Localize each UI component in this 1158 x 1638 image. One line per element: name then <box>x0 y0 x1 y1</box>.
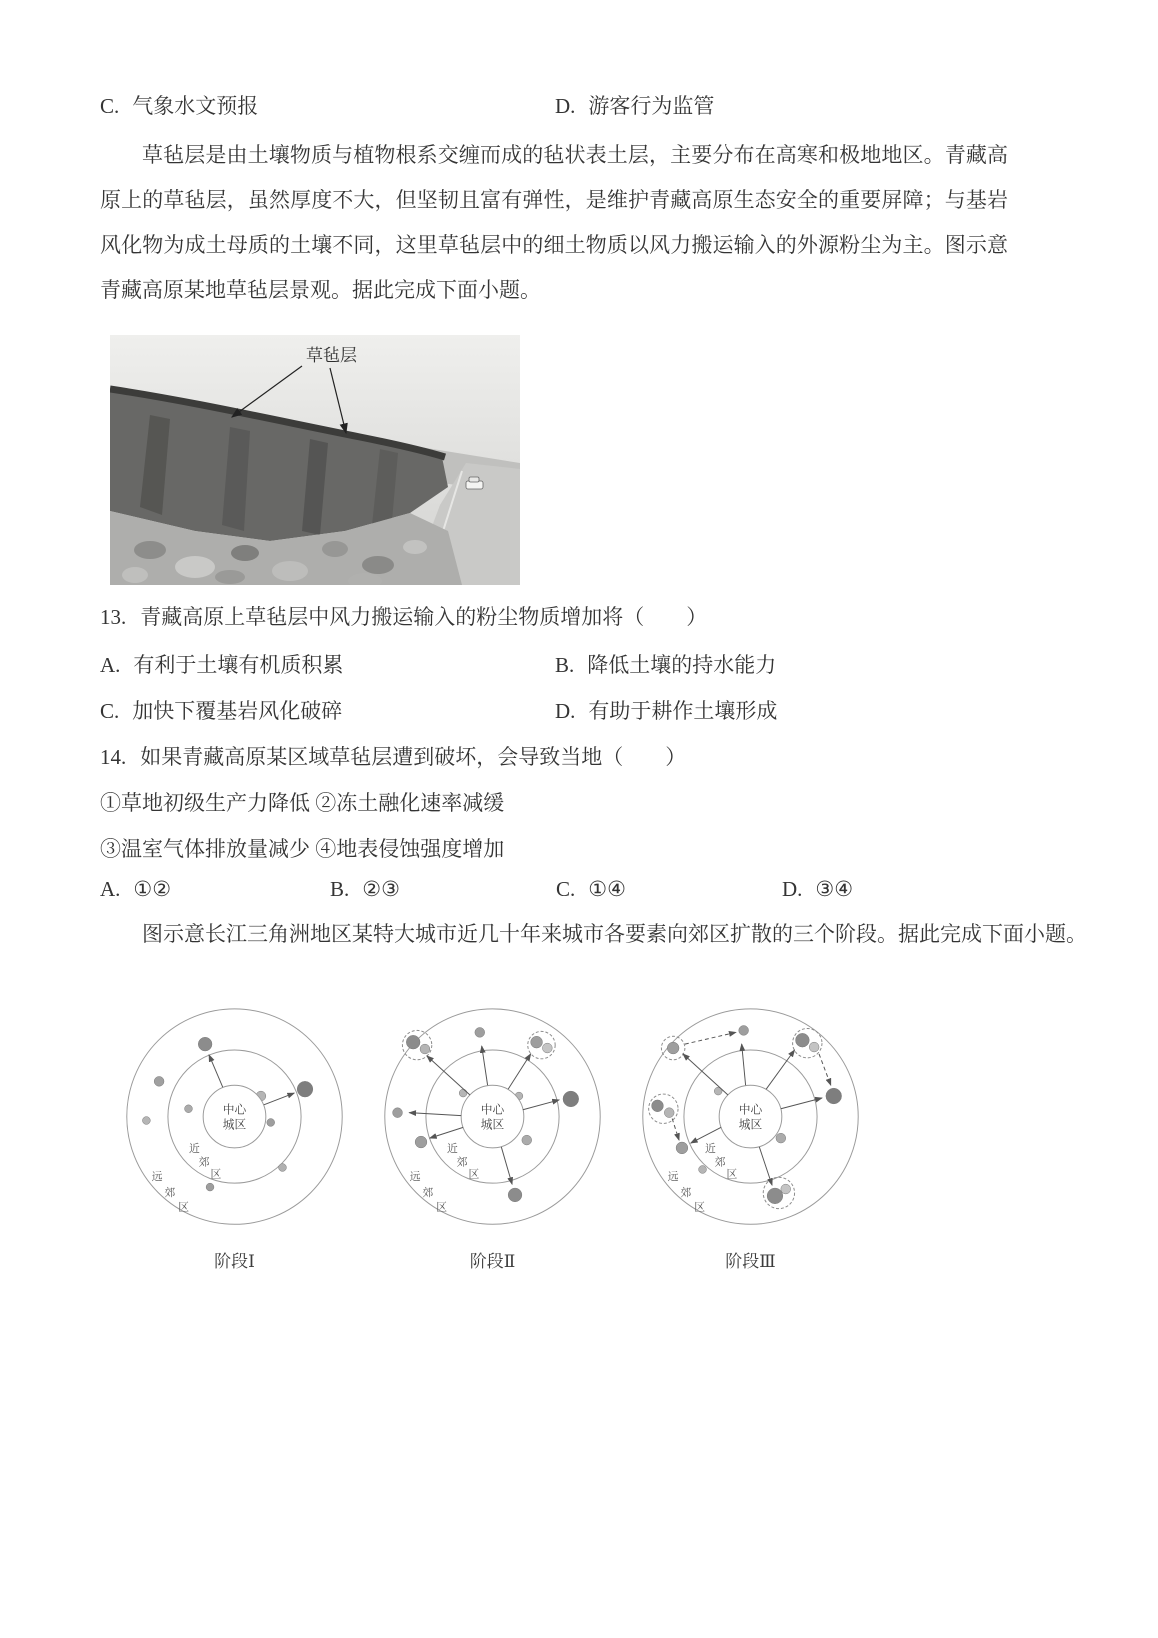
stage-1-figure <box>112 1003 357 1243</box>
q14-option-c: C. ①④ <box>556 877 626 901</box>
svg-text:区: 区 <box>468 1168 480 1181</box>
svg-text:中心: 中心 <box>480 1103 505 1117</box>
stage-3-figure <box>628 1003 873 1243</box>
svg-text:区: 区 <box>178 1201 189 1214</box>
prev-option-c-label: C. <box>100 94 120 118</box>
svg-text:郊: 郊 <box>422 1186 434 1199</box>
svg-text:中心: 中心 <box>222 1103 247 1117</box>
svg-text:近: 近 <box>446 1142 458 1155</box>
turf-photo <box>110 335 520 585</box>
svg-text:近: 近 <box>704 1142 716 1155</box>
turf-photo-svg <box>110 335 520 585</box>
stage-1-label: 阶段Ⅰ <box>214 1252 255 1271</box>
q13-option-c: C. 加快下覆基岩风化破碎 <box>100 699 343 723</box>
svg-text:郊: 郊 <box>164 1186 176 1199</box>
q14-items-line2: ③温室气体排放量减少 ④地表侵蚀强度增加 <box>100 837 505 861</box>
svg-text:郊: 郊 <box>680 1186 692 1199</box>
q14-option-d: D. ③④ <box>782 877 854 901</box>
q13-option-a: A. 有利于土壤有机质积累 <box>100 653 344 677</box>
q14-option-a: A. ①② <box>100 877 172 901</box>
prev-option-d-text: 游客行为监管 <box>588 94 715 118</box>
q14-stem-row <box>100 741 686 771</box>
svg-text:郊: 郊 <box>456 1156 468 1169</box>
passage-city: 图示意长江三角洲地区某特大城市近几十年来城市各要素向郊区扩散的三个阶段。据此完成下面小题。 <box>142 922 1087 946</box>
q14-items-line1: ①草地初级生产力降低 ②冻土融化速率减缓 <box>100 791 505 815</box>
svg-text:远: 远 <box>409 1171 421 1184</box>
q13-stem-row <box>100 601 707 631</box>
prev-option-d-label: D. <box>555 94 576 118</box>
svg-text:区: 区 <box>210 1168 222 1181</box>
passage-turf: 草毡层是由土壤物质与植物根系交缠而成的毡状表土层，主要分布在高寒和极地地区。青藏高原上的草毡层，虽然厚度不大，但坚韧且富有弹性，是维护青藏高原生态安全的重要屏障；与基岩风化物为成土母质的土壤不同，这里草毡层中的细土物质以风力搬运输入的外源粉尘为主。图示意青藏高原某地草毡层景观。据此完成下面小题。 <box>100 143 1008 302</box>
prev-option-c <box>100 90 258 120</box>
svg-text:区: 区 <box>436 1201 447 1214</box>
svg-text:远: 远 <box>151 1171 163 1184</box>
svg-text:郊: 郊 <box>198 1156 210 1169</box>
svg-text:区: 区 <box>694 1201 705 1214</box>
stage-diagram-2 <box>370 1003 615 1272</box>
svg-text:郊: 郊 <box>714 1156 726 1169</box>
stage-diagram-1 <box>112 1003 357 1272</box>
q13-option-d: D. 有助于耕作土壤形成 <box>555 699 778 723</box>
svg-text:中心: 中心 <box>738 1103 763 1117</box>
svg-text:近: 近 <box>188 1142 200 1155</box>
svg-text:远: 远 <box>667 1171 679 1184</box>
stage-diagram-3 <box>628 1003 873 1272</box>
q14-number: 14. <box>100 745 127 769</box>
q13-stem: 青藏高原上草毡层中风力搬运输入的粉尘物质增加将（ ） <box>140 605 708 629</box>
stage-2-figure <box>370 1003 615 1243</box>
q13-number: 13. <box>100 605 127 629</box>
q14-stem: 如果青藏高原某区域草毡层遭到破坏，会导致当地（ ） <box>140 745 687 769</box>
prev-option-d <box>555 90 714 120</box>
stage-2-label: 阶段Ⅱ <box>469 1252 516 1271</box>
svg-text:城区: 城区 <box>480 1118 505 1132</box>
svg-text:城区: 城区 <box>222 1118 247 1132</box>
svg-text:城区: 城区 <box>738 1118 763 1132</box>
svg-text:区: 区 <box>726 1168 738 1181</box>
photo-label: 草毡层 <box>306 346 357 365</box>
q14-option-b: B. ②③ <box>330 877 400 901</box>
q13-option-b: B. 降低土壤的持水能力 <box>555 653 777 677</box>
prev-option-c-text: 气象水文预报 <box>132 94 259 118</box>
stage-3-label: 阶段Ⅲ <box>725 1252 776 1271</box>
